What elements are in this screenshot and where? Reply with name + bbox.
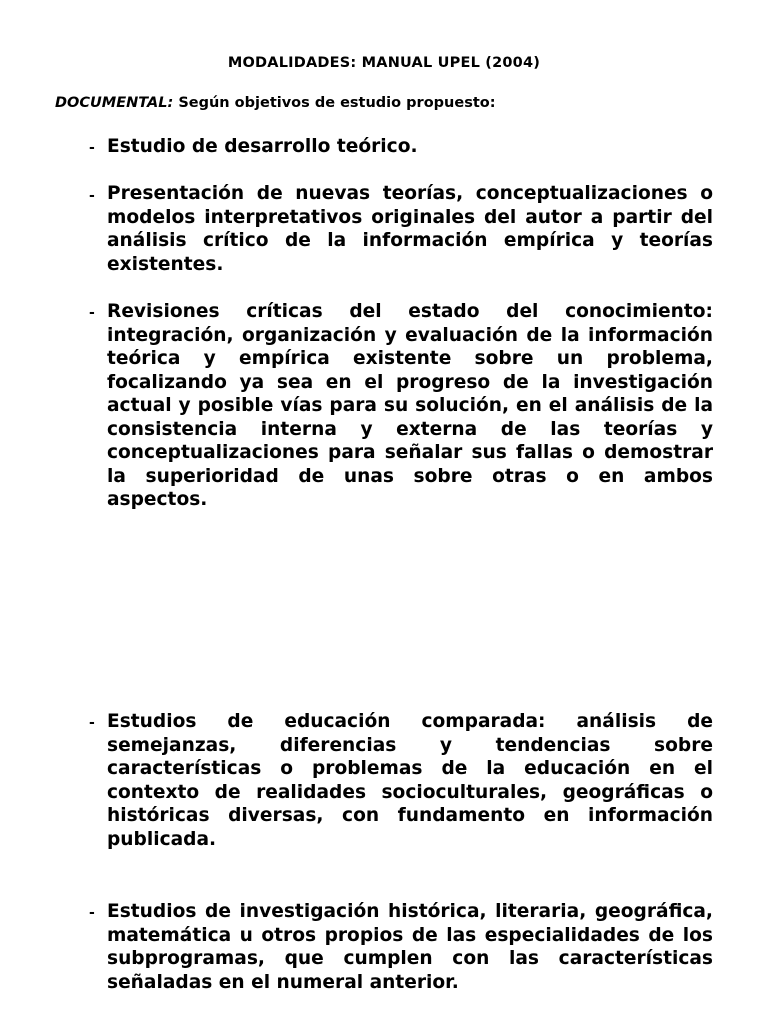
bullet-dash: - xyxy=(89,715,95,731)
subtitle-text: Según objetivos de estudio propuesto: xyxy=(173,95,496,111)
subtitle-lead: DOCUMENTAL: xyxy=(55,95,174,111)
list-item: Estudios de investigación histórica, literaria, geográfica, matemática u otros propios de las especialidades de los subprogramas, que cumplen con las características señaladas en el numeral anterior. xyxy=(107,901,713,993)
list-item: Presentación de nuevas teorías, conceptualizaciones o modelos interpretativos originales del autor a partir del análisis crítico de la información empírica y teorías existentes. xyxy=(107,183,713,275)
list-item: Revisiones críticas del estado del conocimiento: integración, organización y evaluación de la información teórica y empírica existente sobre un problema, focalizando ya sea en el progreso de la investigación actual y posible vías para su solución, en el análisis de la consistencia interna y externa de las teorías y conceptualizaciones para señalar sus fallas o demostrar la superioridad de unas sobre otras o en ambos aspectos. xyxy=(107,301,713,510)
bullet-dash: - xyxy=(89,905,95,921)
bullet-dash: - xyxy=(89,305,95,321)
bullet-dash: - xyxy=(89,140,95,156)
document-subtitle xyxy=(55,95,735,111)
list-item: Estudio de desarrollo teórico. xyxy=(107,136,418,157)
bullet-dash: - xyxy=(89,188,95,204)
list-item: Estudios de educación comparada: análisis de semejanzas, diferencias y tendencias sobre características o problemas de la educación en el contexto de realidades socioculturales, geográficas o históricas diversas, con fundamento en información publicada. xyxy=(107,711,713,850)
document-title: MODALIDADES: MANUAL UPEL (2004) xyxy=(227,55,541,71)
